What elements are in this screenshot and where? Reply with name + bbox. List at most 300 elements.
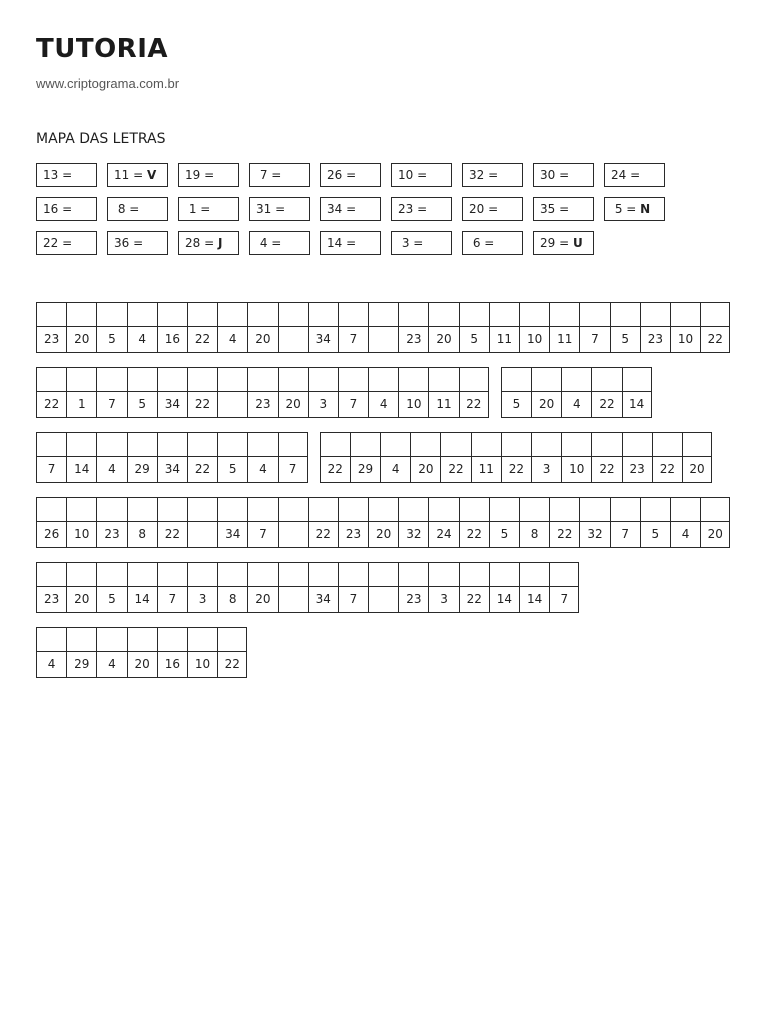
cipher-number: 23 xyxy=(398,587,428,613)
answer-box[interactable] xyxy=(157,302,187,327)
letter-map-box[interactable] xyxy=(107,197,168,221)
answer-box[interactable] xyxy=(561,367,591,392)
cipher-number: 8 xyxy=(217,587,247,613)
cipher-number: 10 xyxy=(398,392,428,418)
answer-box[interactable] xyxy=(398,302,428,327)
puzzle-cell xyxy=(127,432,157,483)
letter-map-number: 22 = xyxy=(43,236,76,250)
letter-map-number: 7 = xyxy=(256,168,286,182)
answer-box[interactable] xyxy=(66,432,96,457)
puzzle-cell xyxy=(217,367,247,418)
answer-box[interactable] xyxy=(308,497,338,522)
puzzle-cell xyxy=(96,432,126,483)
letter-map-box[interactable] xyxy=(178,197,239,221)
cipher-number: 4 xyxy=(561,392,591,418)
letter-map-number: 34 = xyxy=(327,202,360,216)
puzzle-cell xyxy=(670,302,700,353)
answer-box[interactable] xyxy=(410,432,440,457)
puzzle-cell xyxy=(278,562,308,613)
answer-box[interactable] xyxy=(127,432,157,457)
answer-box[interactable] xyxy=(278,497,308,522)
answer-box[interactable] xyxy=(338,302,368,327)
cipher-number: 29 xyxy=(350,457,380,483)
letter-map-number: 36 = xyxy=(114,236,147,250)
cipher-number: 4 xyxy=(247,457,277,483)
answer-box[interactable] xyxy=(36,497,66,522)
answer-box[interactable] xyxy=(157,562,187,587)
answer-box[interactable] xyxy=(531,367,561,392)
letter-map-number: 13 = xyxy=(43,168,76,182)
cipher-number: 22 xyxy=(187,327,217,353)
puzzle-cell xyxy=(247,497,277,548)
puzzle-cell xyxy=(579,497,609,548)
cipher-number: 20 xyxy=(127,652,157,678)
answer-box[interactable] xyxy=(308,302,338,327)
page-title: TUTORIA xyxy=(36,34,169,64)
puzzle-cell xyxy=(428,302,458,353)
puzzle-cell xyxy=(36,302,66,353)
letter-map xyxy=(36,163,675,265)
puzzle-cell xyxy=(66,367,96,418)
puzzle-cell xyxy=(459,302,489,353)
puzzle-cell xyxy=(489,497,519,548)
letter-map-number: 28 = xyxy=(185,236,218,250)
cipher-number: 14 xyxy=(489,587,519,613)
answer-box[interactable] xyxy=(127,497,157,522)
answer-box[interactable] xyxy=(471,432,501,457)
letter-map-box[interactable] xyxy=(320,163,381,187)
cipher-number: 16 xyxy=(157,652,187,678)
cipher-number: 20 xyxy=(278,392,308,418)
answer-box[interactable] xyxy=(157,367,187,392)
puzzle-word xyxy=(320,432,712,483)
answer-box[interactable] xyxy=(217,627,247,652)
letter-map-box[interactable] xyxy=(462,197,523,221)
cipher-number: 7 xyxy=(278,457,308,483)
answer-box[interactable] xyxy=(96,497,126,522)
puzzle-cell xyxy=(440,432,470,483)
puzzle-cell xyxy=(519,497,549,548)
letter-map-row xyxy=(36,197,675,221)
puzzle-cell xyxy=(36,432,66,483)
puzzle-cell xyxy=(157,497,187,548)
cipher-number: 34 xyxy=(308,587,338,613)
cipher-number: 22 xyxy=(459,587,489,613)
cipher-number: 5 xyxy=(501,392,531,418)
letter-map-number: 14 = xyxy=(327,236,360,250)
cipher-number: 23 xyxy=(398,327,428,353)
cipher-number: 4 xyxy=(670,522,700,548)
answer-box[interactable] xyxy=(610,302,640,327)
cipher-number: 22 xyxy=(501,457,531,483)
answer-box[interactable] xyxy=(501,367,531,392)
letter-map-box[interactable] xyxy=(178,163,239,187)
answer-box[interactable] xyxy=(501,432,531,457)
cipher-number: 23 xyxy=(640,327,670,353)
answer-box[interactable] xyxy=(579,497,609,522)
answer-box[interactable] xyxy=(682,432,712,457)
answer-box[interactable] xyxy=(96,367,126,392)
answer-box[interactable] xyxy=(338,562,368,587)
cipher-number: 7 xyxy=(549,587,579,613)
puzzle-cell xyxy=(308,302,338,353)
answer-box[interactable] xyxy=(652,432,682,457)
letter-map-number: 6 = xyxy=(469,236,499,250)
answer-box[interactable] xyxy=(428,562,458,587)
answer-box[interactable] xyxy=(96,432,126,457)
letter-map-number: 8 = xyxy=(114,202,144,216)
answer-box[interactable] xyxy=(622,367,652,392)
answer-box[interactable] xyxy=(459,302,489,327)
cipher-number: 23 xyxy=(36,327,66,353)
cipher-number xyxy=(278,522,308,548)
letter-map-box[interactable] xyxy=(178,231,239,255)
answer-box[interactable] xyxy=(66,562,96,587)
answer-box[interactable] xyxy=(338,367,368,392)
letter-map-box[interactable] xyxy=(462,231,523,255)
puzzle-cell xyxy=(561,367,591,418)
puzzle-cell xyxy=(96,497,126,548)
cipher-number: 20 xyxy=(247,327,277,353)
letter-map-number: 19 = xyxy=(185,168,218,182)
puzzle-cell xyxy=(428,367,458,418)
letter-map-number: 10 = xyxy=(398,168,431,182)
letter-map-box[interactable] xyxy=(391,231,452,255)
answer-box[interactable] xyxy=(157,432,187,457)
puzzle-cell xyxy=(380,432,410,483)
puzzle-cell xyxy=(531,367,561,418)
site-url: www.criptograma.com.br xyxy=(36,76,180,91)
answer-box[interactable] xyxy=(519,497,549,522)
answer-box[interactable] xyxy=(531,432,561,457)
answer-box[interactable] xyxy=(700,302,730,327)
letter-map-box[interactable] xyxy=(391,163,452,187)
answer-box[interactable] xyxy=(127,367,157,392)
answer-box[interactable] xyxy=(157,627,187,652)
answer-box[interactable] xyxy=(36,562,66,587)
cipher-number: 5 xyxy=(96,327,126,353)
puzzle-cell xyxy=(66,497,96,548)
letter-map-box[interactable] xyxy=(249,197,310,221)
answer-box[interactable] xyxy=(700,497,730,522)
answer-box[interactable] xyxy=(549,562,579,587)
puzzle-word xyxy=(501,367,652,418)
answer-box[interactable] xyxy=(66,302,96,327)
answer-box[interactable] xyxy=(127,627,157,652)
puzzle-cell xyxy=(489,562,519,613)
answer-box[interactable] xyxy=(96,562,126,587)
answer-box[interactable] xyxy=(368,367,398,392)
cipher-number: 5 xyxy=(459,327,489,353)
cipher-number: 20 xyxy=(700,522,730,548)
answer-box[interactable] xyxy=(622,432,652,457)
answer-box[interactable] xyxy=(278,367,308,392)
cipher-number: 5 xyxy=(489,522,519,548)
answer-box[interactable] xyxy=(187,627,217,652)
letter-map-row xyxy=(36,231,675,255)
puzzle-cell xyxy=(127,302,157,353)
answer-box[interactable] xyxy=(428,367,458,392)
puzzle-cell xyxy=(640,302,670,353)
cipher-number: 4 xyxy=(96,457,126,483)
letter-map-number: 16 = xyxy=(43,202,76,216)
puzzle-cell xyxy=(157,562,187,613)
puzzle-cell xyxy=(519,302,549,353)
answer-box[interactable] xyxy=(398,497,428,522)
puzzle-cell xyxy=(338,497,368,548)
cipher-number: 23 xyxy=(338,522,368,548)
puzzle-word xyxy=(36,627,247,678)
puzzle-cell xyxy=(700,302,730,353)
answer-box[interactable] xyxy=(549,302,579,327)
letter-map-box[interactable] xyxy=(249,163,310,187)
answer-box[interactable] xyxy=(591,432,621,457)
answer-box[interactable] xyxy=(66,497,96,522)
puzzle-cell xyxy=(127,367,157,418)
cipher-number: 7 xyxy=(338,392,368,418)
puzzle-cell xyxy=(217,497,247,548)
answer-box[interactable] xyxy=(561,432,591,457)
answer-box[interactable] xyxy=(579,302,609,327)
cipher-number: 23 xyxy=(247,392,277,418)
cipher-number xyxy=(278,327,308,353)
letter-map-number: 26 = xyxy=(327,168,360,182)
puzzle-cell xyxy=(217,302,247,353)
answer-box[interactable] xyxy=(591,367,621,392)
cipher-number: 4 xyxy=(36,652,66,678)
letter-map-box[interactable] xyxy=(107,163,168,187)
answer-box[interactable] xyxy=(217,562,247,587)
cipher-number: 5 xyxy=(127,392,157,418)
puzzle-cell xyxy=(36,497,66,548)
answer-box[interactable] xyxy=(187,367,217,392)
cipher-number: 7 xyxy=(338,587,368,613)
answer-box[interactable] xyxy=(640,497,670,522)
answer-box[interactable] xyxy=(187,302,217,327)
answer-box[interactable] xyxy=(66,367,96,392)
answer-box[interactable] xyxy=(247,302,277,327)
cipher-number: 4 xyxy=(380,457,410,483)
answer-box[interactable] xyxy=(368,302,398,327)
letter-map-answer: U xyxy=(572,236,583,250)
cipher-number: 22 xyxy=(591,457,621,483)
cipher-number: 8 xyxy=(519,522,549,548)
answer-box[interactable] xyxy=(278,432,308,457)
cipher-number: 10 xyxy=(670,327,700,353)
cipher-number xyxy=(217,392,247,418)
letter-map-box[interactable] xyxy=(604,163,665,187)
letter-map-box[interactable] xyxy=(533,231,594,255)
answer-box[interactable] xyxy=(459,562,489,587)
puzzle-cell xyxy=(561,432,591,483)
puzzle-cell xyxy=(187,627,217,678)
cipher-number: 24 xyxy=(428,522,458,548)
answer-box[interactable] xyxy=(368,562,398,587)
answer-box[interactable] xyxy=(278,562,308,587)
letter-map-box[interactable] xyxy=(36,197,97,221)
cipher-number: 22 xyxy=(320,457,350,483)
puzzle-cell xyxy=(320,432,350,483)
letter-map-number: 30 = xyxy=(540,168,573,182)
puzzle-cell xyxy=(368,367,398,418)
answer-box[interactable] xyxy=(96,627,126,652)
cipher-number: 4 xyxy=(217,327,247,353)
answer-box[interactable] xyxy=(308,562,338,587)
puzzle-cell xyxy=(66,432,96,483)
letter-map-row xyxy=(36,163,675,187)
puzzle-line xyxy=(36,562,742,613)
puzzle-cell xyxy=(66,562,96,613)
puzzle-cell xyxy=(127,562,157,613)
answer-box[interactable] xyxy=(519,562,549,587)
cipher-number: 22 xyxy=(187,392,217,418)
answer-box[interactable] xyxy=(247,432,277,457)
cipher-number: 22 xyxy=(549,522,579,548)
puzzle-word xyxy=(36,302,730,353)
puzzle-word xyxy=(36,432,308,483)
letter-map-number: 32 = xyxy=(469,168,502,182)
cipher-number: 20 xyxy=(428,327,458,353)
letter-map-box[interactable] xyxy=(36,163,97,187)
answer-box[interactable] xyxy=(36,432,66,457)
puzzle-cell xyxy=(217,432,247,483)
cipher-number: 23 xyxy=(36,587,66,613)
letter-map-box[interactable] xyxy=(320,197,381,221)
cipher-number: 3 xyxy=(308,392,338,418)
letter-map-box[interactable] xyxy=(604,197,665,221)
letter-map-box[interactable] xyxy=(249,231,310,255)
answer-box[interactable] xyxy=(398,562,428,587)
answer-box[interactable] xyxy=(127,562,157,587)
puzzle-cell xyxy=(187,497,217,548)
answer-box[interactable] xyxy=(217,497,247,522)
answer-box[interactable] xyxy=(157,497,187,522)
answer-box[interactable] xyxy=(278,302,308,327)
letter-map-box[interactable] xyxy=(533,163,594,187)
answer-box[interactable] xyxy=(247,562,277,587)
puzzle-cell xyxy=(187,562,217,613)
answer-box[interactable] xyxy=(489,562,519,587)
answer-box[interactable] xyxy=(127,302,157,327)
puzzle-cell xyxy=(247,302,277,353)
answer-box[interactable] xyxy=(350,432,380,457)
puzzle-cell xyxy=(247,367,277,418)
letter-map-box[interactable] xyxy=(533,197,594,221)
cipher-number: 22 xyxy=(217,652,247,678)
answer-box[interactable] xyxy=(247,367,277,392)
letter-map-box[interactable] xyxy=(320,231,381,255)
puzzle-cell xyxy=(459,562,489,613)
puzzle-cell xyxy=(96,562,126,613)
answer-box[interactable] xyxy=(308,367,338,392)
puzzle-cell xyxy=(682,432,712,483)
puzzle-cell xyxy=(36,627,66,678)
letter-map-box[interactable] xyxy=(107,231,168,255)
letter-map-box[interactable] xyxy=(36,231,97,255)
answer-box[interactable] xyxy=(489,302,519,327)
answer-box[interactable] xyxy=(489,497,519,522)
cipher-number: 20 xyxy=(682,457,712,483)
answer-box[interactable] xyxy=(380,432,410,457)
puzzle-word xyxy=(36,562,579,613)
cipher-number: 22 xyxy=(459,522,489,548)
puzzle-cell xyxy=(398,302,428,353)
letter-map-box[interactable] xyxy=(391,197,452,221)
letter-map-heading: MAPA DAS LETRAS xyxy=(36,131,166,147)
answer-box[interactable] xyxy=(428,497,458,522)
answer-box[interactable] xyxy=(670,497,700,522)
cipher-number: 32 xyxy=(398,522,428,548)
cipher-number: 14 xyxy=(66,457,96,483)
cipher-number: 5 xyxy=(610,327,640,353)
puzzle-cell xyxy=(471,432,501,483)
cipher-number: 22 xyxy=(652,457,682,483)
answer-box[interactable] xyxy=(217,432,247,457)
answer-box[interactable] xyxy=(338,497,368,522)
answer-box[interactable] xyxy=(96,302,126,327)
cipher-number: 26 xyxy=(36,522,66,548)
answer-box[interactable] xyxy=(459,497,489,522)
answer-box[interactable] xyxy=(320,432,350,457)
puzzle-cell xyxy=(217,627,247,678)
answer-box[interactable] xyxy=(398,367,428,392)
cipher-number: 22 xyxy=(591,392,621,418)
answer-box[interactable] xyxy=(640,302,670,327)
answer-box[interactable] xyxy=(36,627,66,652)
answer-box[interactable] xyxy=(36,367,66,392)
letter-map-box[interactable] xyxy=(462,163,523,187)
cipher-number: 32 xyxy=(579,522,609,548)
puzzle-cell xyxy=(96,627,126,678)
answer-box[interactable] xyxy=(217,367,247,392)
puzzle-cell xyxy=(652,432,682,483)
cipher-number: 11 xyxy=(489,327,519,353)
cipher-number: 20 xyxy=(368,522,398,548)
puzzle-cell xyxy=(187,302,217,353)
answer-box[interactable] xyxy=(187,432,217,457)
answer-box[interactable] xyxy=(368,497,398,522)
letter-map-answer: J xyxy=(217,236,223,250)
answer-box[interactable] xyxy=(428,302,458,327)
answer-box[interactable] xyxy=(459,367,489,392)
answer-box[interactable] xyxy=(217,302,247,327)
answer-box[interactable] xyxy=(670,302,700,327)
letter-map-number: 1 = xyxy=(185,202,215,216)
cipher-number: 20 xyxy=(410,457,440,483)
cipher-number: 34 xyxy=(157,457,187,483)
cipher-number: 23 xyxy=(622,457,652,483)
letter-map-number: 4 = xyxy=(256,236,286,250)
puzzle-cell xyxy=(622,432,652,483)
cipher-number: 22 xyxy=(157,522,187,548)
puzzle-cell xyxy=(96,367,126,418)
answer-box[interactable] xyxy=(610,497,640,522)
answer-box[interactable] xyxy=(549,497,579,522)
answer-box[interactable] xyxy=(440,432,470,457)
puzzle-cell xyxy=(610,302,640,353)
answer-box[interactable] xyxy=(66,627,96,652)
puzzle-cell xyxy=(157,302,187,353)
answer-box[interactable] xyxy=(36,302,66,327)
answer-box[interactable] xyxy=(247,497,277,522)
answer-box[interactable] xyxy=(519,302,549,327)
letter-map-number: 5 = xyxy=(611,202,641,216)
puzzle-cell xyxy=(579,302,609,353)
answer-box[interactable] xyxy=(187,497,217,522)
answer-box[interactable] xyxy=(187,562,217,587)
cipher-number: 20 xyxy=(66,327,96,353)
puzzle-cell xyxy=(308,562,338,613)
